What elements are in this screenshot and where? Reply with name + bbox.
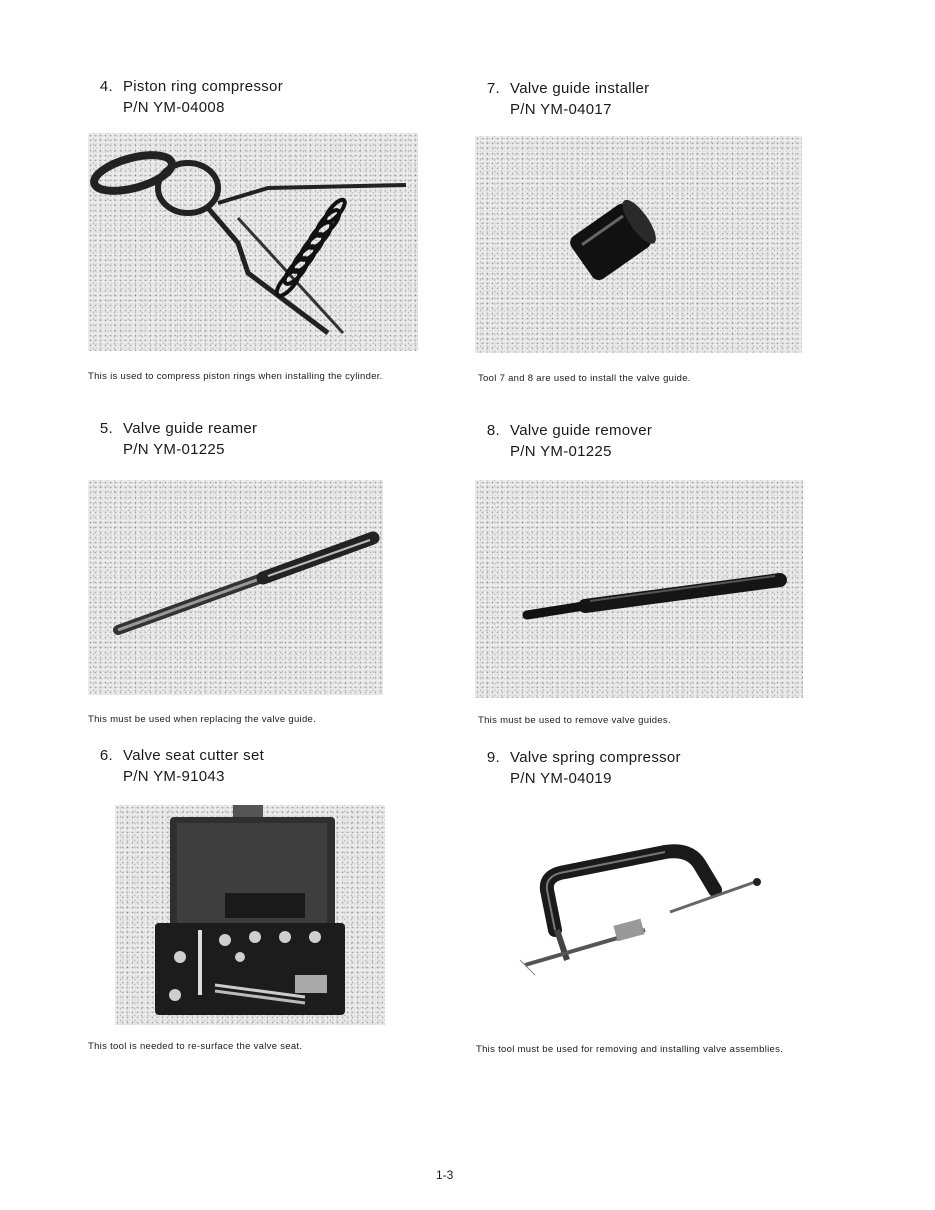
tool-number: 8.	[486, 422, 500, 439]
part-number: P/N YM-04017	[510, 101, 612, 118]
part-number: P/N YM-91043	[123, 768, 225, 785]
valve-seat-cutter-set-photo	[115, 805, 385, 1025]
tool-name: Valve guide installer	[510, 80, 650, 97]
tool-7-caption: Tool 7 and 8 are used to install the valve guide.	[478, 373, 691, 384]
tool-number: 6.	[99, 747, 113, 764]
part-number: P/N YM-04019	[510, 770, 612, 787]
tool-number: 5.	[99, 420, 113, 437]
tool-name: Valve guide reamer	[123, 420, 258, 437]
tool-title	[475, 78, 815, 99]
tool-title	[88, 76, 428, 97]
tool-name: Valve spring compressor	[510, 749, 681, 766]
tool-name: Valve seat cutter set	[123, 747, 265, 764]
valve-guide-reamer-photo	[88, 480, 383, 695]
tool-title	[475, 420, 815, 441]
tool-name: Valve guide remover	[510, 422, 653, 439]
valve-guide-remover-photo	[475, 480, 803, 698]
tool-9-heading	[475, 747, 815, 789]
valve-guide-installer-photo	[475, 136, 802, 353]
part-number: P/N YM-04008	[123, 99, 225, 116]
tool-5-heading	[88, 418, 428, 460]
tool-6-caption: This tool is needed to re-surface the valve seat.	[88, 1041, 303, 1052]
tool-7-heading	[475, 78, 815, 120]
valve-spring-compressor-photo	[475, 830, 805, 1010]
tool-number: 7.	[486, 80, 500, 97]
piston-ring-compressor-photo	[88, 133, 418, 351]
tool-name: Piston ring compressor	[123, 78, 283, 95]
tool-number: 9.	[486, 749, 500, 766]
tool-9-caption: This tool must be used for removing and installing valve assemblies.	[476, 1044, 784, 1055]
tool-8-heading	[475, 420, 815, 462]
tool-5-caption: This must be used when replacing the valve guide.	[88, 714, 317, 725]
part-number: P/N YM-01225	[510, 443, 612, 460]
part-number: P/N YM-01225	[123, 441, 225, 458]
tool-title	[88, 745, 428, 766]
tool-6-heading	[88, 745, 428, 787]
tool-8-caption: This must be used to remove valve guides.	[478, 715, 671, 726]
tool-4-caption: This is used to compress piston rings when installing the cylinder.	[88, 371, 383, 382]
tool-title	[88, 418, 428, 439]
tool-title	[475, 747, 815, 768]
tool-4-heading	[88, 76, 428, 118]
tool-number: 4.	[99, 78, 113, 95]
page-number: 1-3	[436, 1168, 454, 1182]
